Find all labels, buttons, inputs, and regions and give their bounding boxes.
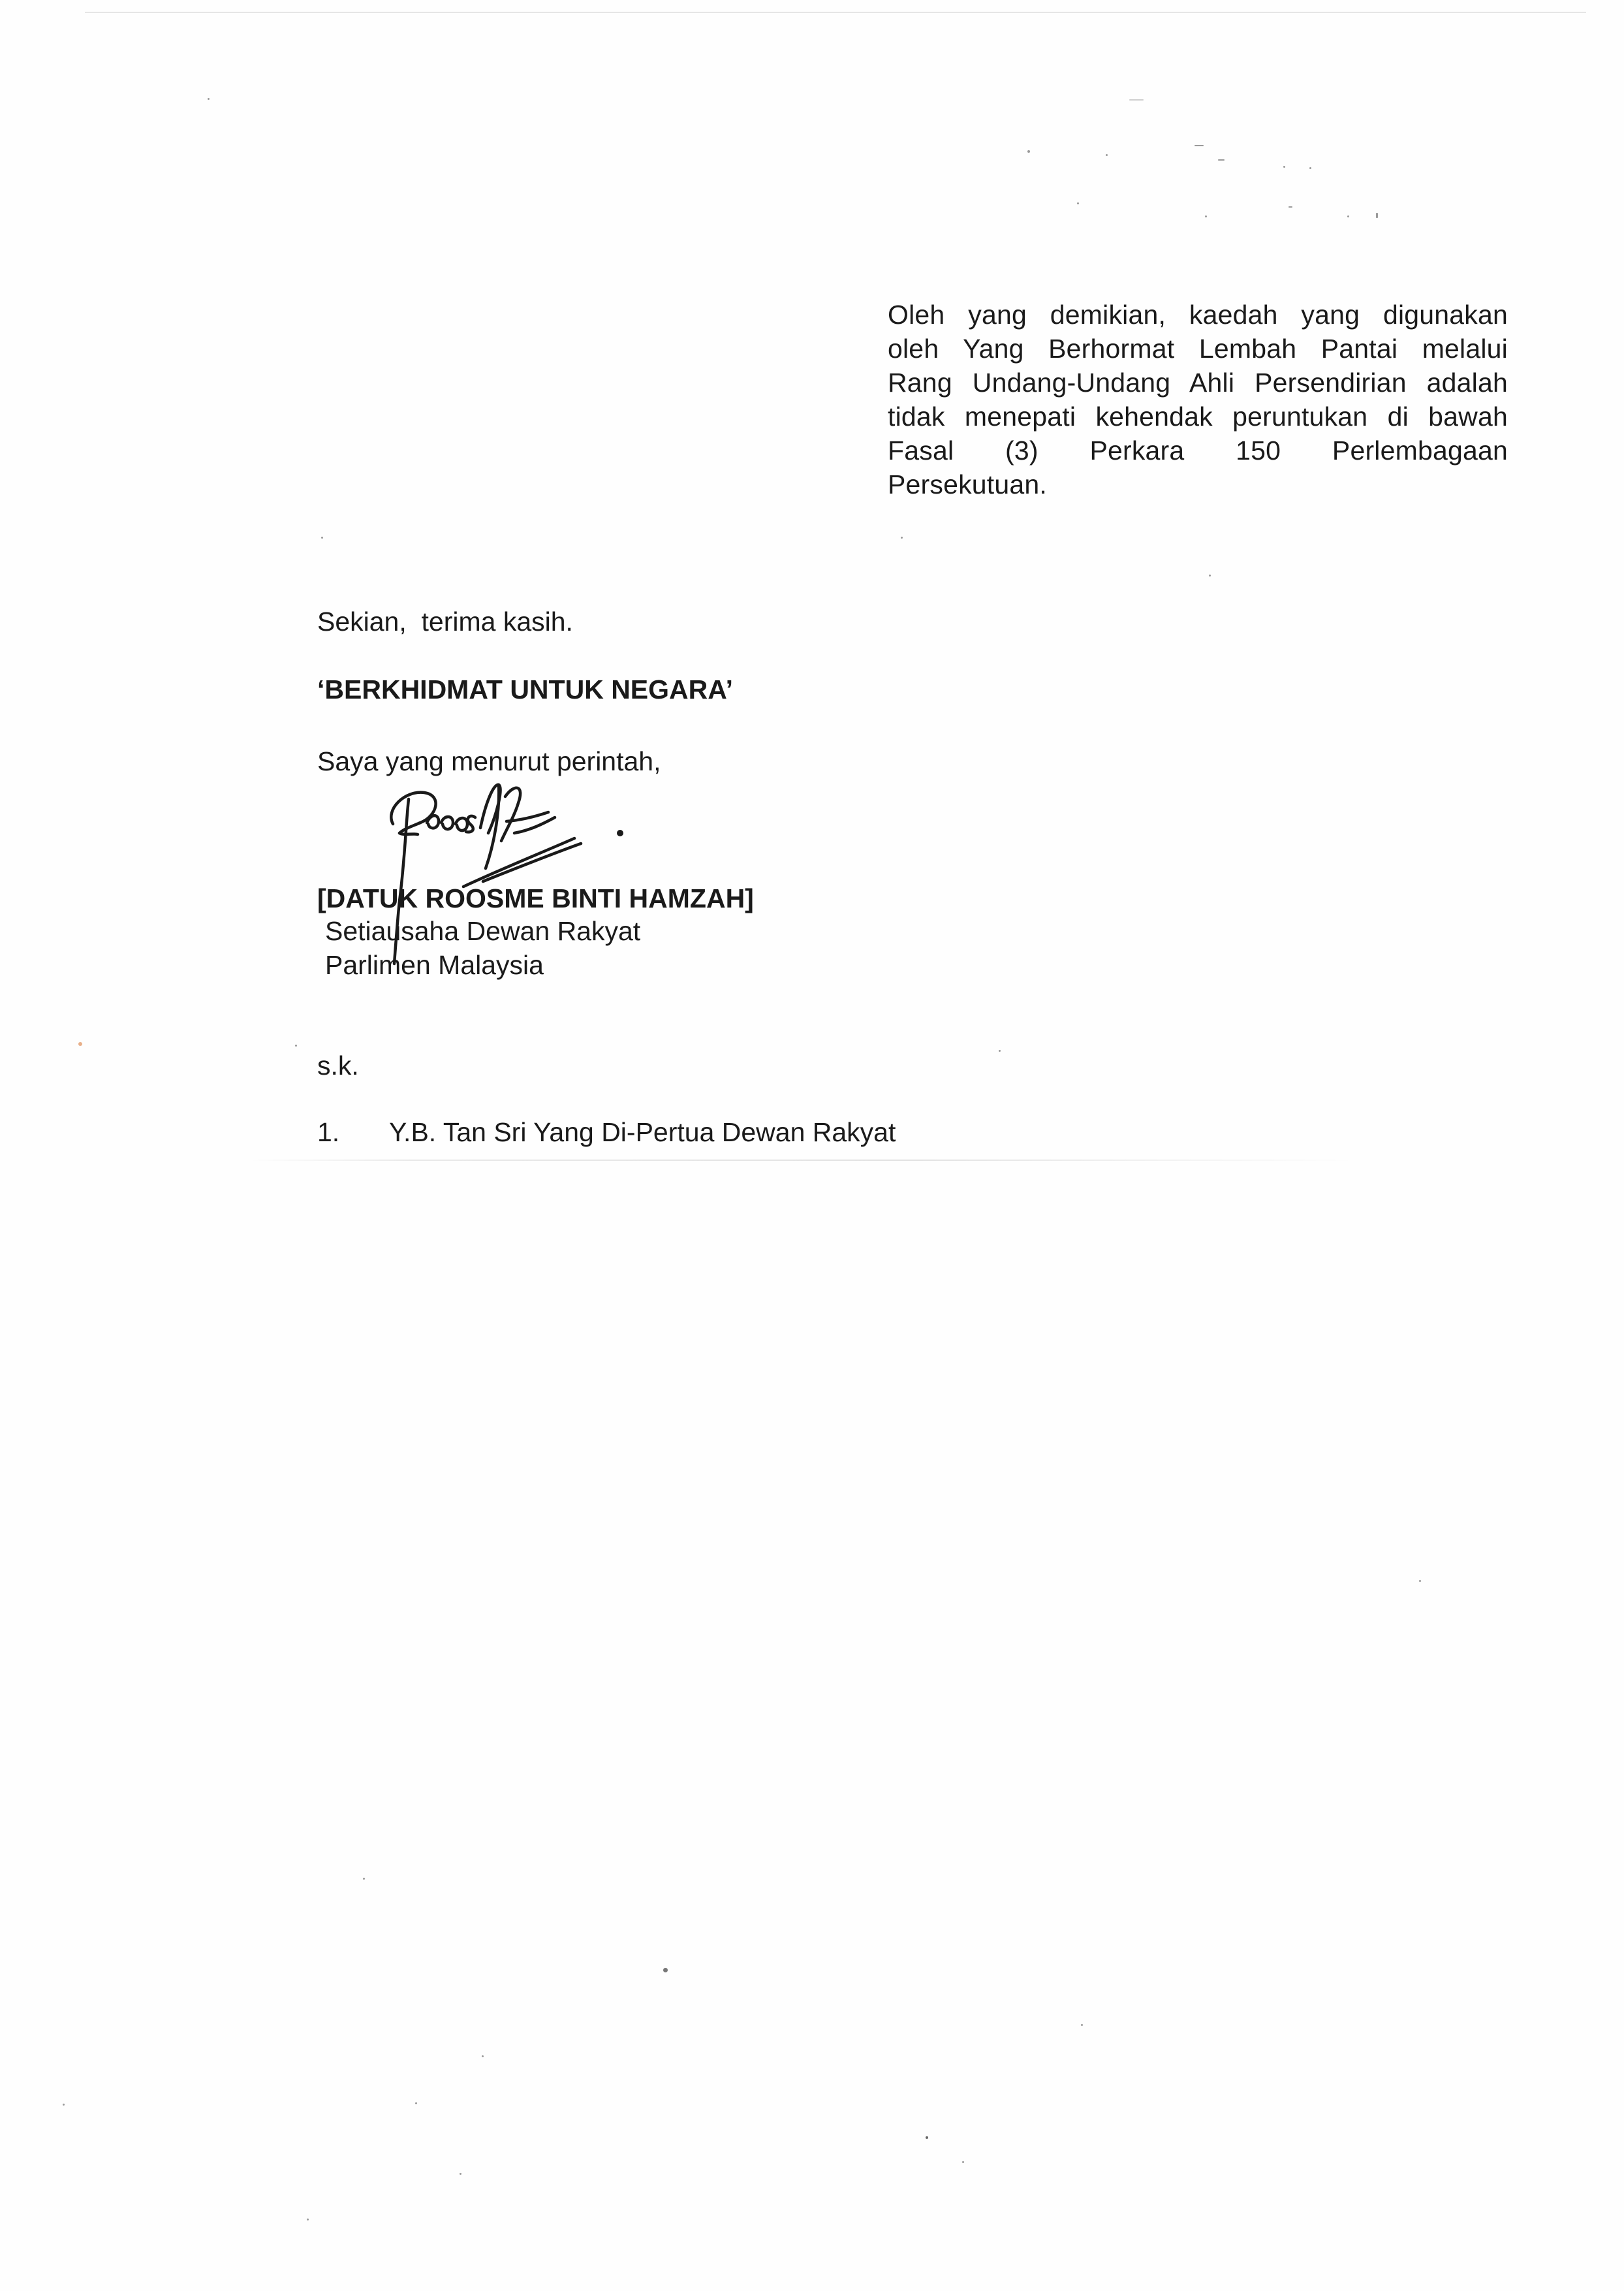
- scan-speck: [1205, 215, 1207, 217]
- scan-speck: [663, 1968, 668, 1972]
- signatory-title: Setiausaha Dewan Rakyat: [325, 916, 641, 946]
- signatory-name: [DATUK ROOSME BINTI HAMZAH]: [317, 883, 754, 913]
- scan-speck: [962, 2161, 964, 2163]
- body-paragraph: [888, 298, 1508, 501]
- scan-speck: [363, 1878, 365, 1880]
- scan-edge-bottom: [248, 1160, 1358, 1161]
- scan-speck: [482, 2055, 484, 2057]
- scan-speck: [307, 2219, 309, 2220]
- paragraph-line: Persekutuan.: [888, 469, 1047, 499]
- copy-to-label: s.k.: [317, 1051, 359, 1081]
- handwritten-signature: [366, 770, 653, 966]
- scan-speck: [78, 1042, 82, 1046]
- scan-speck: [901, 537, 903, 539]
- closing-thanks: Sekian, terima kasih.: [317, 607, 573, 637]
- signatory-organization: Parlimen Malaysia: [325, 950, 544, 980]
- scan-speck: [208, 98, 210, 100]
- scan-speck: [295, 1045, 297, 1047]
- scan-speck: [1209, 575, 1211, 577]
- scan-speck: [926, 2136, 928, 2139]
- scan-speck: [415, 2102, 417, 2104]
- scan-speck: [1195, 145, 1204, 146]
- scan-speck: [999, 1050, 1001, 1052]
- scan-speck: [1288, 206, 1292, 208]
- scan-speck: [460, 2173, 461, 2175]
- paragraph-line: Fasal (3) Perkara 150 Perlembagaan: [888, 435, 1508, 466]
- paragraph-line: Rang Undang-Undang Ahli Persendirian adalah: [888, 368, 1508, 398]
- scan-speck: [1027, 150, 1030, 153]
- scan-speck: [1077, 202, 1079, 204]
- closing-obedient: Saya yang menurut perintah,: [317, 746, 661, 776]
- scan-speck: [1129, 99, 1144, 101]
- scan-speck: [1106, 154, 1108, 156]
- scan-edge-top: [85, 12, 1586, 13]
- paragraph-line: oleh Yang Berhormat Lembah Pantai melalui: [888, 334, 1508, 364]
- scan-speck: [1081, 2024, 1083, 2026]
- scan-speck: [1376, 213, 1378, 218]
- scan-speck: [1218, 159, 1225, 161]
- paragraph-line: tidak menepati kehendak peruntukan di bawah: [888, 402, 1508, 432]
- copy-to-item-number: 1.: [317, 1117, 340, 1147]
- scan-speck: [1419, 1580, 1421, 1582]
- paragraph-line: Oleh yang demikian, kaedah yang digunakan: [888, 300, 1508, 330]
- scan-speck: [1347, 215, 1349, 217]
- scan-speck: [1309, 167, 1311, 169]
- motto: ‘BERKHIDMAT UNTUK NEGARA’: [317, 674, 734, 704]
- scan-speck: [321, 537, 323, 539]
- scan-speck: [63, 2104, 65, 2106]
- scan-speck: [1283, 166, 1285, 168]
- copy-to-item-recipient: Y.B. Tan Sri Yang Di-Pertua Dewan Rakyat: [389, 1117, 896, 1147]
